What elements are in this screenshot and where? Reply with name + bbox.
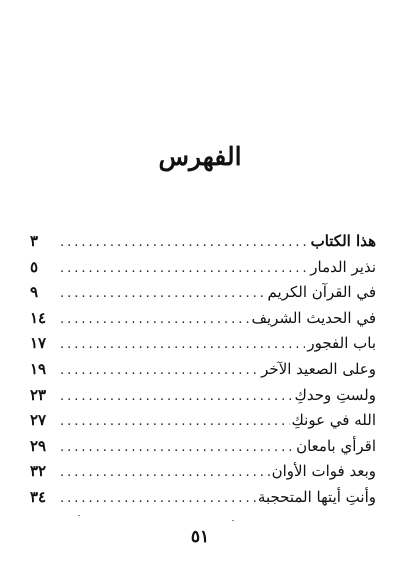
toc-entry-title: في القرآن الكريم: [267, 283, 376, 302]
table-of-contents: [30, 232, 376, 514]
toc-entry-title: نذير الدمار: [310, 257, 376, 276]
dot-leader: [60, 261, 308, 276]
toc-entry: [30, 386, 376, 412]
toc-entry-page: ٣٤: [30, 487, 47, 506]
toc-entry-title: وأنتِ أيتها المتحجبة: [257, 487, 376, 506]
dot-leader: [60, 440, 294, 455]
dot-leader: [60, 465, 270, 480]
scan-speck: [232, 520, 234, 521]
toc-entry: [30, 232, 376, 258]
toc-entry: [30, 283, 376, 309]
toc-entry-page: ٩: [30, 283, 39, 302]
page-title: الفهرس: [158, 142, 242, 171]
toc-entry: [30, 258, 376, 284]
dot-leader: [60, 389, 293, 404]
toc-entry: [30, 411, 376, 437]
toc-entry-page: ١٩: [30, 359, 47, 378]
toc-entry-page: ١٧: [30, 334, 47, 353]
toc-entry: [30, 462, 376, 488]
dot-leader: [60, 312, 249, 327]
dot-leader: [60, 235, 309, 250]
toc-entry-title: ولستِ وحدكِ: [294, 385, 376, 404]
toc-entry: [30, 309, 376, 335]
toc-entry-title: اقرأي بامعان: [296, 436, 376, 455]
dot-leader: [60, 286, 266, 301]
toc-entry-page: ٣٢: [30, 462, 47, 481]
toc-entry-title: الله في عونكِ: [291, 411, 376, 430]
toc-entry-title: وعلى الصعيد الآخر: [261, 359, 376, 378]
toc-entry-title: في الحديث الشريف: [251, 308, 376, 327]
dot-leader: [60, 363, 259, 378]
toc-entry: [30, 437, 376, 463]
toc-entry-title: باب الفجور: [307, 334, 376, 353]
toc-entry-page: ٢٧: [30, 411, 47, 430]
toc-entry-page: ٢٣: [30, 385, 47, 404]
toc-entry-title: وبعد فوات الأوان: [271, 462, 376, 481]
toc-entry-page: ٥: [30, 257, 39, 276]
toc-entry-page: ٢٩: [30, 436, 47, 455]
toc-entry-title: هذا الكتاب: [310, 232, 376, 250]
scan-speck: [78, 515, 80, 516]
toc-entry: [30, 334, 376, 360]
dot-leader: [60, 491, 256, 506]
dot-leader: [60, 337, 305, 352]
toc-entry-page: ١٤: [30, 308, 47, 327]
toc-entry: [30, 488, 376, 514]
toc-entry-page: ٣: [30, 232, 39, 250]
page-number: ٥١: [190, 527, 210, 547]
toc-entry: [30, 360, 376, 386]
dot-leader: [60, 414, 290, 429]
